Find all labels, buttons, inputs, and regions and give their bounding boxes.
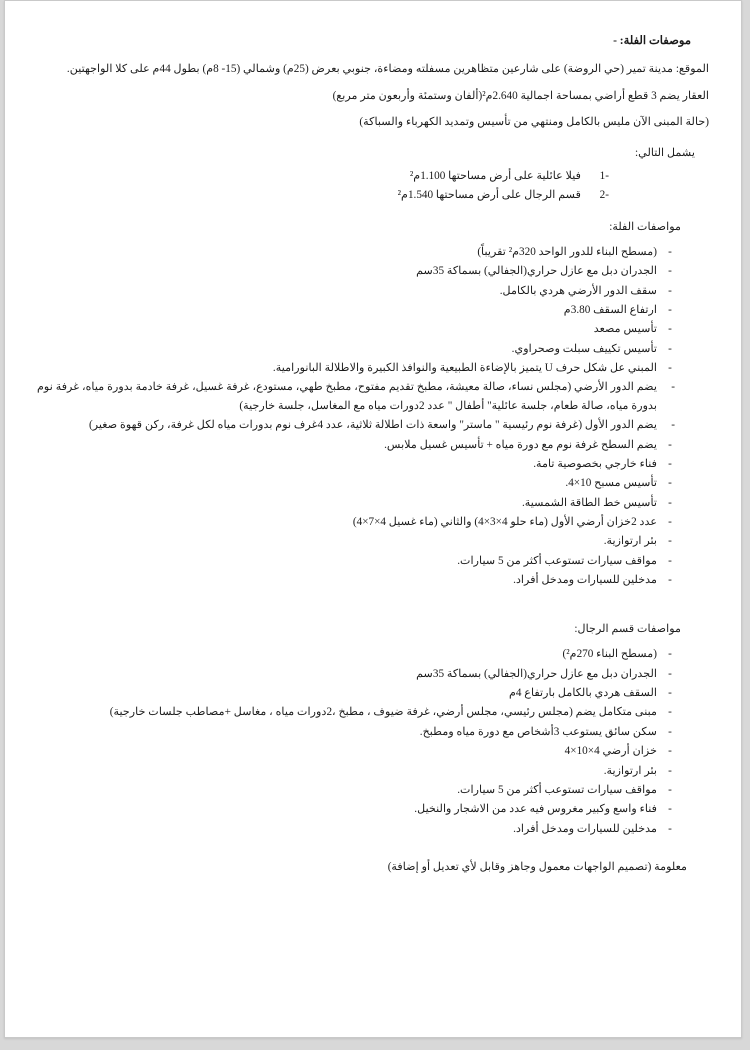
list-marker: 1-: [599, 169, 609, 182]
list-item-text: فناء خارجي بخصوصية تامة.: [533, 457, 657, 470]
list-item: [33, 359, 709, 377]
dash-bullet-icon: -: [668, 667, 672, 680]
list-marker: 2-: [599, 188, 609, 201]
villa-specs-list: [33, 243, 709, 589]
men-section-heading: مواصفات قسم الرجال:: [574, 623, 681, 636]
dash-bullet-icon: -: [668, 783, 672, 796]
list-item-text: فناء واسع وكبير مغروس فيه عدد من الاشجار والنخيل.: [414, 803, 657, 816]
list-item: [33, 742, 709, 760]
dash-bullet-icon: -: [668, 438, 672, 451]
list-item: [33, 186, 709, 204]
dash-bullet-icon: -: [668, 725, 672, 738]
list-item-text: فيلا عائلية على أرض مساحتها 1.100م²: [409, 169, 581, 182]
dash-bullet-icon: -: [668, 284, 672, 297]
list-item: [33, 416, 709, 434]
list-item-text: يضم الدور الأرضي (مجلس نساء، صالة معيشة، مطبخ تقديم مفتوح، مطبخ طهي، مستودع، غرفة غسيل، غرفة خادمة بدورة مياه، غرفة نوم بدورة مياه، صالة طعام، جلسة عائلية" أطفال " عدد 2دورات مياه مع المغاسل، جلسة خارجية): [37, 381, 657, 412]
list-item-text: ارتفاع السقف 3.80م: [563, 304, 657, 316]
list-item-text: قسم الرجال على أرض مساحتها 1.540م²: [397, 188, 581, 201]
section-spacer: [33, 590, 709, 606]
list-item-text: (مسطح البناء 270م²): [562, 648, 657, 661]
list-item: [33, 262, 709, 280]
footer-note: معلومة (تصميم الواجهات معمول وجاهز وقابل لأي تعديل أو إضافة): [387, 860, 687, 873]
list-item: [33, 320, 709, 338]
list-item: [33, 378, 709, 415]
list-item-text: تأسيس مصعد: [593, 323, 657, 336]
list-item-text: المبني عل شكل حرف U يتميز بالإضاءة الطبيعية والنوافذ الكبيرة والاطلالة البانورامية.: [272, 362, 657, 375]
dash-bullet-icon: -: [668, 822, 672, 835]
list-item: [33, 703, 709, 721]
building-status-paragraph: (حالة المبنى الآن مليس بالكامل ومنتهي من تأسيس وتمديد الكهرباء والسباكة): [359, 116, 709, 129]
dash-bullet-icon: -: [668, 515, 672, 528]
dash-bullet-icon: -: [668, 265, 672, 278]
list-item: [33, 494, 709, 512]
list-item: [33, 474, 709, 492]
villa-section-heading: مواصفات الفلة:: [609, 220, 681, 233]
dash-bullet-icon: -: [668, 477, 672, 490]
list-item: [33, 820, 709, 838]
dash-bullet-icon: -: [668, 496, 672, 509]
list-item: [33, 552, 709, 570]
dash-bullet-icon: -: [668, 554, 672, 567]
dash-bullet-icon: -: [668, 323, 672, 336]
list-item-text: مبنى متكامل يضم (مجلس رئيسي، مجلس أرضي، غرفة ضيوف ، مطبخ ،2دورات مياه ، مغاسل +مصاطب جلسات خارجية): [109, 706, 657, 719]
list-item: [33, 167, 709, 185]
dash-bullet-icon: -: [668, 764, 672, 777]
list-item-text: مدخلين للسيارات ومدخل أفراد.: [513, 822, 657, 835]
dash-bullet-icon: -: [671, 381, 675, 394]
dash-bullet-icon: -: [668, 535, 672, 548]
area-paragraph: العقار يضم 3 قطع أراضي بمساحة اجمالية 2.640م²(ألفان وستمئة وأربعون متر مربع): [332, 89, 709, 102]
list-item: [33, 684, 709, 702]
list-item: [33, 532, 709, 550]
list-item: [33, 455, 709, 473]
list-item-text: مدخلين للسيارات ومدخل أفراد.: [513, 574, 657, 587]
list-item: [33, 762, 709, 780]
list-item-text: سقف الدور الأرضي هردي بالكامل.: [499, 284, 657, 297]
list-item-text: تأسيس مسبح 10×4.: [565, 477, 657, 490]
dash-bullet-icon: -: [668, 648, 672, 661]
list-item: [33, 781, 709, 799]
list-item-text: مواقف سيارات تستوعب أكثر من 5 سيارات.: [457, 783, 657, 796]
dash-bullet-icon: -: [668, 803, 672, 816]
list-item: [33, 243, 709, 261]
includes-list: [33, 167, 709, 204]
list-item: [33, 513, 709, 531]
list-item-text: يضم الدور الأول (غرفة نوم رئيسية " ماستر" واسعة ذات اطلالة ثلاثية، عدد 4غرف نوم بدورات مياه لكل غرفة، ركن قهوة صغير): [89, 419, 657, 432]
dash-bullet-icon: -: [668, 706, 672, 719]
list-item: [33, 436, 709, 454]
men-specs-list: [33, 645, 709, 838]
includes-lead-in: يشمل التالي:: [635, 146, 695, 159]
list-item: [33, 723, 709, 741]
list-item-text: بئر ارتوازية.: [603, 535, 657, 548]
list-item-text: تأسيس خط الطاقة الشمسية.: [521, 496, 657, 509]
dash-bullet-icon: -: [671, 419, 675, 432]
list-item: [33, 571, 709, 589]
dash-bullet-icon: -: [668, 574, 672, 587]
list-item: [33, 645, 709, 663]
list-item-text: خزان أرضي 4×10×4: [564, 745, 657, 758]
document-page: [4, 0, 742, 1038]
list-item-text: يضم السطح غرفة نوم مع دورة مياه + تأسيس غسيل ملابس.: [384, 438, 657, 451]
list-item-text: الجدران دبل مع عازل حراري(الجفالي) بسماكة 35سم: [416, 667, 657, 680]
list-item-text: سكن سائق يستوعب 3أشخاص مع دورة مياه ومطبخ.: [419, 725, 657, 738]
list-item-text: الجدران دبل مع عازل حراري(الجفالي) بسماكة 35سم: [416, 265, 657, 278]
list-item-text: مواقف سيارات تستوعب أكثر من 5 سيارات.: [457, 554, 657, 567]
location-paragraph: الموقع: مدينة تمير (حي الروضة) على شارعين متظاهرين مسفلته ومضاءة، جنوبي بعرض (25م) وشمالي (15- 8م) بطول 44م على كلا الواجهتين.: [66, 63, 709, 75]
list-item: [33, 282, 709, 300]
list-item: [33, 800, 709, 818]
list-item: [33, 301, 709, 319]
list-item-text: عدد 2خزان أرضي الأول (ماء حلو 4×3×4) والثاني (ماء غسيل 4×7×4): [352, 515, 657, 528]
dash-bullet-icon: -: [668, 245, 672, 258]
document-body: [5, 1, 741, 873]
list-item-text: تأسيس تكييف سبلت وصحراوي.: [511, 342, 657, 355]
dash-bullet-icon: -: [668, 745, 672, 758]
dash-bullet-icon: -: [668, 362, 672, 375]
dash-bullet-icon: -: [668, 457, 672, 470]
dash-bullet-icon: -: [668, 342, 672, 355]
page-title: موصفات الفلة: -: [613, 35, 691, 47]
dash-bullet-icon: -: [668, 687, 672, 700]
list-item-text: (مسطح البناء للدور الواحد 320م² تقريباً): [477, 245, 657, 258]
dash-bullet-icon: -: [668, 304, 672, 316]
list-item-text: بئر ارتوازية.: [603, 764, 657, 777]
list-item-text: السقف هردي بالكامل بارتفاع 4م: [508, 687, 657, 700]
list-item: [33, 340, 709, 358]
list-item: [33, 665, 709, 683]
